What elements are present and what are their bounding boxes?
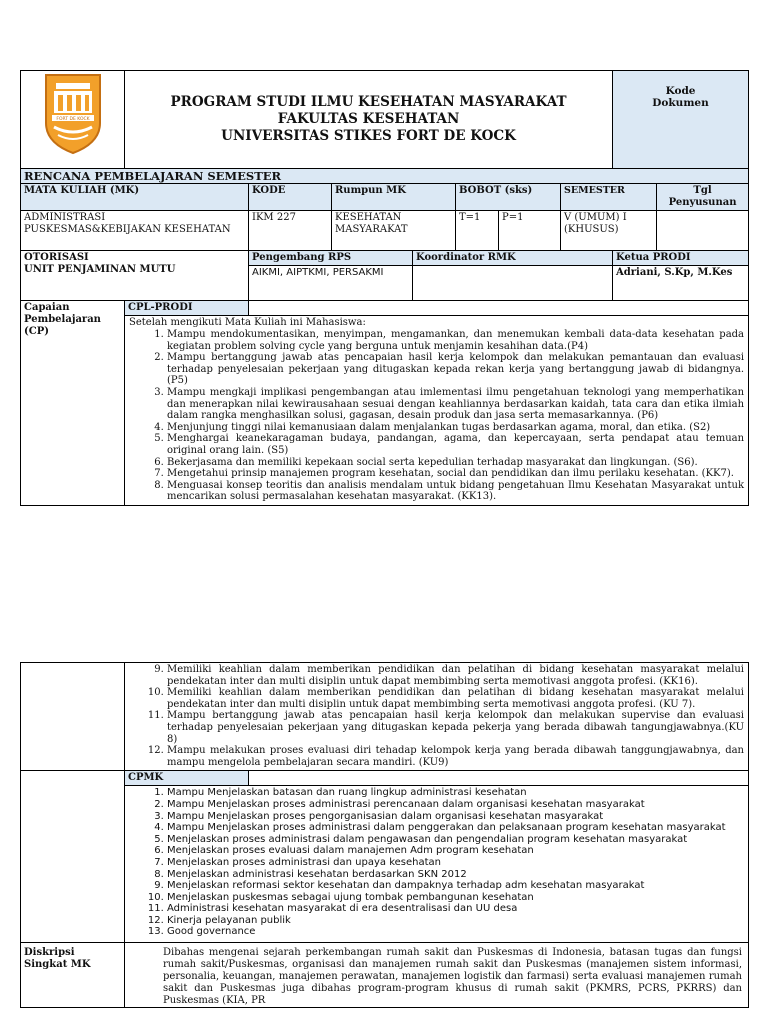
cpmk-list-item: 4. Mampu Menjelaskan proses administrasi dalam penggerakan dan pelaksanaan program kesehatan masyarakat [167,822,744,834]
cp-list-item: 2. Mampu bertanggung jawab atas pencapaian hasil kerja kelompok dan melakukan pemantauan dan evaluasi terhadap penyelesaian pekerjaan yang ditugaskan kepada rekan kerja yang bertanggung jawab di bidangnya.(P5) [167,352,744,387]
course-name: ADMINISTRASI PUSKESMAS&KEBIJAKAN KESEHATAN [21,211,249,251]
col-rumpun: Rumpun MK [332,184,456,211]
cp-list [129,329,744,503]
kode-dokumen-label: Kode Dokumen [652,85,709,109]
cpmk-list-item: 11. Administrasi kesehatan masyarakat di era desentralisasi dan UU desa [167,903,744,915]
cpmk-list-item: 7. Menjelaskan proses administrasi dan upaya kesehatan [167,857,744,869]
course-kode: IKM 227 [249,211,332,251]
cpmk-list-item: 13. Good governance [167,926,744,938]
course-rumpun: KESEHATAN MASYARAKAT [332,211,456,251]
rps-table-page-1 [20,70,749,506]
col-mata-kuliah: MATA KULIAH (MK) [21,184,249,211]
deskripsi-text: Dibahas mengenai sejarah perkembangan rumah sakit dan Puskesmas di Indonesia, batasan tugas dan fungsi rumah sakit/Puskesmas, organisasi dan manajemen rumah sakit dan Puskesmas (manajemen sistem informasi, personalia, keuangan, manajemen perawatan, manajemen logistik dan farmasi) serta evaluasi manajemen rumah sakit dan Puskesmas juga dibahas program-program khusus di rumah sakit (PKMRS, PCRS, PKRRS) dan Puskesmas (KIA, PR [125,943,749,1008]
program-title: PROGRAM STUDI ILMU KESEHATAN MASYARAKAT [170,94,567,110]
university-logo [21,71,124,155]
koordinator-cell [413,251,613,301]
cp-list-item: 11. Mampu bertanggung jawab atas pencapaian hasil kerja kelompok dan melakukan supervise dan evaluasi terhadap penyelesaian pekerjaan yang ditugaskan kepada pekerja yang berada dibawah tangungjawabnya.(KU 8) [167,710,744,745]
cp-cont-cell [125,663,749,771]
cpmk-list-item: 5. Menjelaskan proses administrasi dalam pengawasan dan pengendalian program kesehatan masyarakat [167,834,744,846]
cp-list-cont [129,664,744,768]
cp-list-item: 1. Mampu mendokumentasikan, menyimpan, mengamankan, dan menemukan kembali data-data kesehatan pada kegiatan problem solving cycle yang berguna untuk menjamin kesahihan data.(P4) [167,329,744,352]
cp-list-item: 6. Bekerjasama dan memiliki kepekaan social serta kepedulian terhadap masyarakat dan lingkungan. (S6). [167,457,744,469]
cpmk-label-cell [21,771,125,943]
col-tgl: Tgl Penyusunan [657,184,749,211]
cpmk-list-item: 2. Mampu Menjelaskan proses administrasi perencanaan dalam organisasi kesehatan masyarakat [167,799,744,811]
otorisasi-label: OTORISASI [24,252,89,263]
cpmk-list [129,787,744,938]
cp-list-item: 5. Menghargai keanekaragaman budaya, pandangan, agama, dan kepercayaan, serta pendapat atau temuan original orang lain. (S5) [167,433,744,456]
ketua-cell [613,251,749,301]
rps-table-page-2 [20,662,749,1008]
header-title-cell [125,71,613,169]
svg-text:FORT DE KOCK: FORT DE KOCK [55,117,90,122]
pengembang-value: AIKMI, AIPTKMI, PERSAKMI [252,267,384,278]
cp-intro: Setelah mengikuti Mata Kuliah ini Mahasiswa: [129,317,366,328]
cpmk-cell [125,771,749,943]
cp-list-item: 10. Memiliki keahlian dalam memberikan pendidikan dan pelatihan di bidang kesehatan masyarakat melalui pendekatan inter dan multi disiplin untuk dapat membimbing serta memotivasi anggota profesi. (KU 7). [167,687,744,710]
pengembang-label: Pengembang RPS [249,251,412,266]
course-tgl [657,211,749,251]
cp-list-item: 12. Mampu melakukan proses evaluasi diri tehadap kelompok kerja yang berada dibawah tanggungjawabnya, dan mampu mengelola pembelajaran secara mandiri. (KU9) [167,745,744,768]
col-bobot: BOBOT (sks) [456,184,561,211]
pengembang-cell [249,251,413,301]
koordinator-label: Koordinator RMK [413,251,612,266]
course-t: T=1 [456,211,499,251]
deskripsi-label: Diskripsi Singkat MK [21,943,125,1008]
cpmk-label: CPMK [125,771,249,785]
cp-cont-label-cell [21,663,125,771]
logo-cell [21,71,125,169]
cpmk-list-item: 6. Menjelaskan proses evaluasi dalam manajemen Adm program kesehatan [167,845,744,857]
university-title: UNIVERSITAS STIKES FORT DE KOCK [221,128,516,144]
cpmk-list-item: 1. Mampu Menjelaskan batasan dan ruang lingkup administrasi kesehatan [167,787,744,799]
kode-dokumen-cell [613,71,749,169]
cp-list-wrap [125,316,748,505]
cp-list-item: 9. Memiliki keahlian dalam memberikan pendidikan dan pelatihan di bidang kesehatan masyarakat melalui pendekatan inter dan multi disiplin untuk dapat membimbing serta memotivasi anggota profesi. (KK16). [167,664,744,687]
faculty-title: FAKULTAS KESEHATAN [277,111,460,127]
ketua-label: Ketua PRODI [613,251,748,266]
cp-label: Capaian Pembelajaran (CP) [21,301,125,506]
cp-list-item: 4. Menjunjung tinggi nilai kemanusiaan dalam menjalankan tugas berdasarkan agama, moral, dan etika. (S2) [167,422,744,434]
rps-title: RENCANA PEMBELAJARAN SEMESTER [21,169,749,184]
cpl-prodi-label: CPL-PRODI [125,301,249,315]
cp-list-item: 3. Mampu mengkaji implikasi pengembangan atau imlementasi ilmu pengetahuan teknologi yang memperhatikan dan menerapkan nilai kewirausahaan sesuai dengan keahliannya berdasarkan kaidah, tata cara dan etika ilmiah dalam rangka menghasilkan solusi, gagasan, desain produk dan jasa serta memasarkannya. (P6) [167,387,744,422]
cp-list-item: 7. Mengetahui prinsip manajemen program kesehatan, social dan pendidikan dan ilmu perilaku kesehatan. (KK7). [167,468,744,480]
cp-content [125,301,749,506]
cpmk-list-item: 9. Menjelaskan reformasi sektor kesehatan dan dampaknya terhadap adm kesehatan masyarakat [167,880,744,892]
col-semester: SEMESTER [561,184,657,211]
otorisasi-unit: UNIT PENJAMINAN MUTU [24,264,176,275]
cpmk-list-item: 10. Menjelaskan puskesmas sebagai ujung tombak pembangunan kesehatan [167,892,744,904]
otorisasi-cell [21,251,249,301]
cp-list-item: 8. Menguasai konsep teoritis dan analisis mendalam untuk bidang pengetahuan Ilmu Kesehatan Masyarakat untuk mencarikan solusi permasalahan kesehatan masyarakat. (KK13). [167,480,744,503]
course-semester: V (UMUM) I (KHUSUS) [561,211,657,251]
col-kode: KODE [249,184,332,211]
cpmk-list-item: 3. Mampu Menjelaskan proses pengorganisasian dalam organisasi kesehatan masyarakat [167,811,744,823]
cpmk-list-item: 12. Kinerja pelayanan publik [167,915,744,927]
ketua-value: Adriani, S.Kp, M.Kes [616,267,733,278]
cpmk-list-item: 8. Menjelaskan administrasi kesehatan berdasarkan SKN 2012 [167,869,744,881]
course-p: P=1 [499,211,561,251]
